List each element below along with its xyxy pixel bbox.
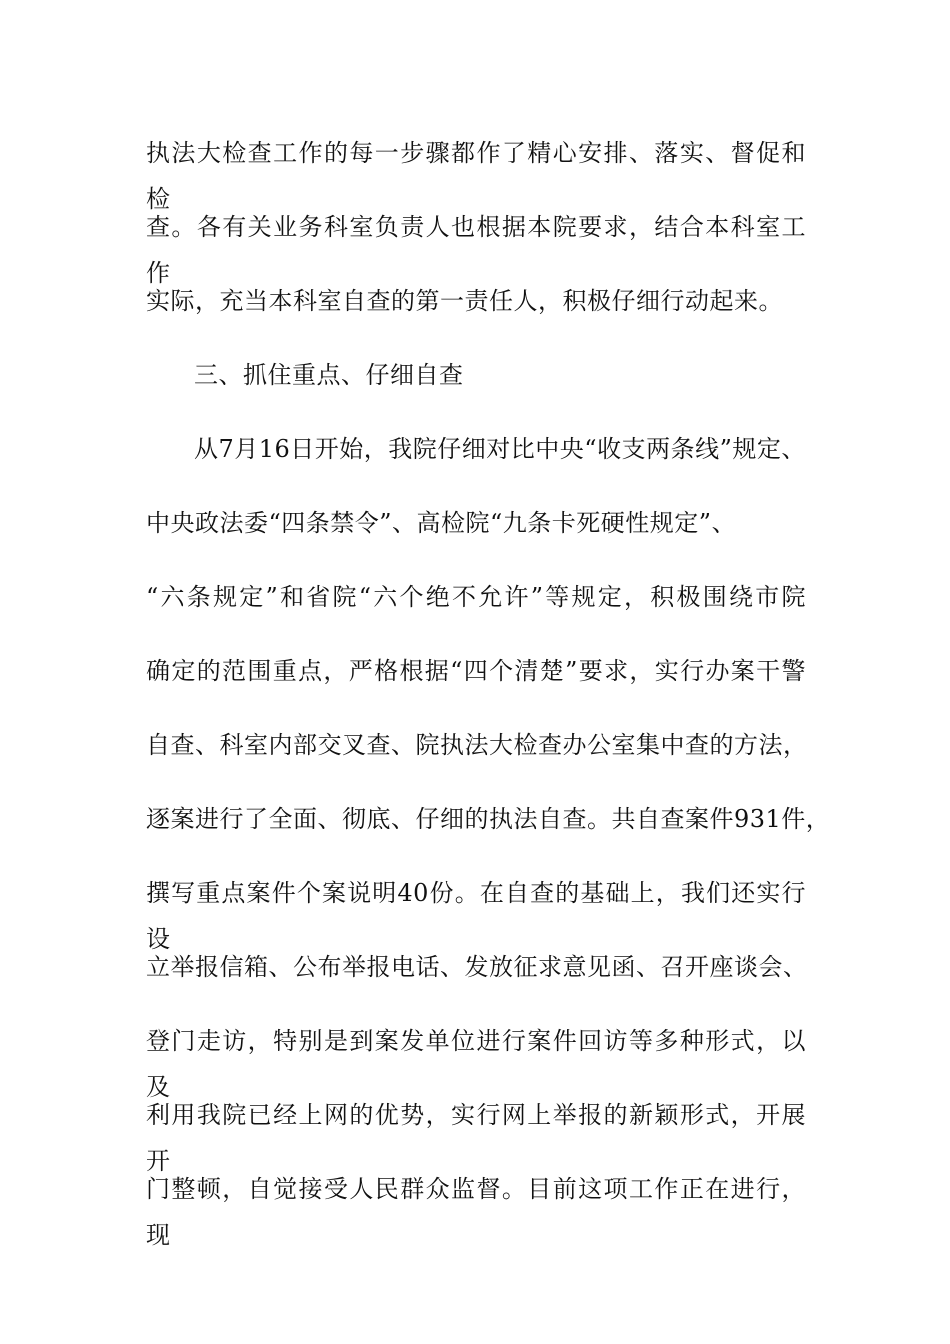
body-line: 自查、科室内部交叉查、院执法大检查办公室集中查的方法， [146, 731, 808, 759]
body-line: 确定的范围重点，严格根据“四个清楚”要求，实行办案干警 [146, 657, 806, 685]
body-line: 登门走访，特别是到案发单位进行案件回访等多种形式，以及 [146, 1027, 806, 1101]
body-line: “六条规定”和省院“六个绝不允许”等规定，积极围绕市院 [146, 583, 806, 611]
body-line: 利用我院已经上网的优势，实行网上举报的新颖形式，开展开 [146, 1101, 806, 1175]
body-line: 实际，充当本科室自查的第一责任人，积极仔细行动起来。 [146, 287, 783, 315]
body-line: 逐案进行了全面、彻底、仔细的执法自查。共自查案件931件， [146, 805, 831, 833]
body-line: 门整顿，自觉接受人民群众监督。目前这项工作正在进行，现 [146, 1175, 806, 1249]
body-line: 执法大检查工作的每一步骤都作了精心安排、落实、督促和检 [146, 139, 806, 213]
body-line: 从7月16日开始，我院仔细对比中央“收支两条线”规定、 [194, 435, 806, 463]
section-heading: 三、抓住重点、仔细自查 [194, 361, 464, 389]
body-line: 中央政法委“四条禁令”、高检院“九条卡死硬性规定”、 [146, 509, 737, 537]
body-line: 撰写重点案件个案说明40份。在自查的基础上，我们还实行设 [146, 879, 806, 953]
document-body [146, 130, 831, 1249]
body-line: 查。各有关业务科室负责人也根据本院要求，结合本科室工作 [146, 213, 806, 287]
body-line: 立举报信箱、公布举报电话、发放征求意见函、召开座谈会、 [146, 953, 808, 981]
